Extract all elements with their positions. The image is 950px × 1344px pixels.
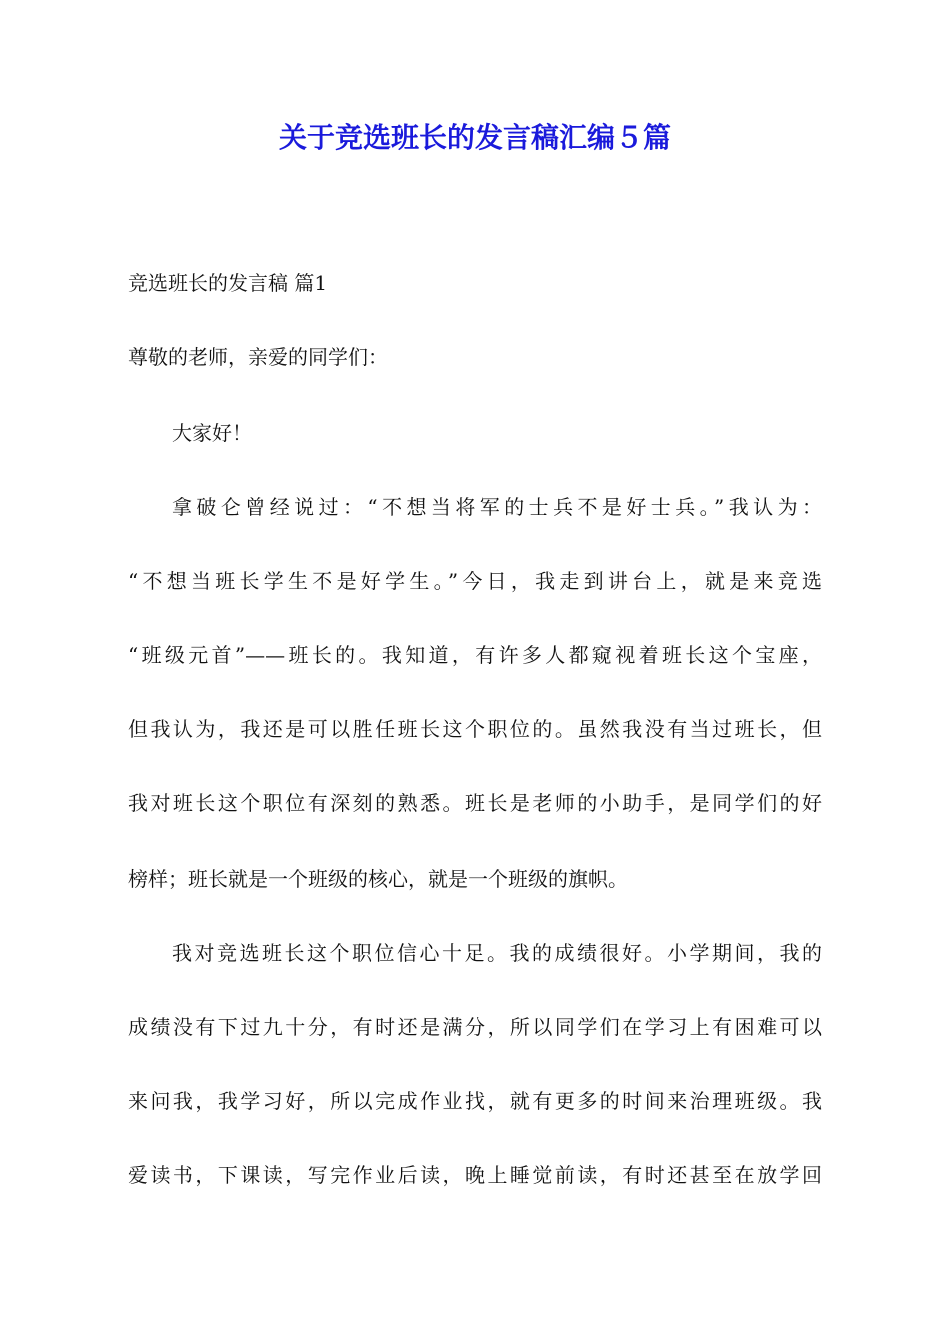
paragraph-line: 爱读书，下课读，写完作业后读，晚上睡觉前读，有时还甚至在放学回 [128, 1163, 822, 1187]
paragraph-line: 但我认为，我还是可以胜任班长这个职位的。虽然我没有当过班长，但 [128, 717, 822, 741]
paragraph-line: “不想当班长学生不是好学生。”今日，我走到讲台上，就是来竞选 [128, 569, 822, 593]
paragraph-line: 拿破仑曾经说过：“不想当将军的士兵不是好士兵。”我认为： [172, 495, 822, 519]
paragraph-line: 榜样；班长就是一个班级的核心，就是一个班级的旗帜。 [128, 867, 628, 891]
paragraph-line: “班级元首”——班长的。我知道，有许多人都窥视着班长这个宝座， [128, 643, 822, 667]
paragraph-line: 成绩没有下过九十分，有时还是满分，所以同学们在学习上有困难可以 [128, 1015, 822, 1039]
salutation: 尊敬的老师，亲爱的同学们： [128, 345, 388, 369]
document-title: 关于竞选班长的发言稿汇编５篇 [278, 121, 671, 154]
greeting: 大家好！ [172, 421, 252, 445]
paragraph-line: 我对班长这个职位有深刻的熟悉。班长是老师的小助手，是同学们的好 [128, 791, 822, 815]
paragraph-line: 我对竞选班长这个职位信心十足。我的成绩很好。小学期间，我的 [172, 941, 822, 965]
paragraph-line: 来问我，我学习好，所以完成作业找，就有更多的时间来治理班级。我 [128, 1089, 822, 1113]
section-heading: 竞选班长的发言稿 篇1 [128, 271, 328, 295]
